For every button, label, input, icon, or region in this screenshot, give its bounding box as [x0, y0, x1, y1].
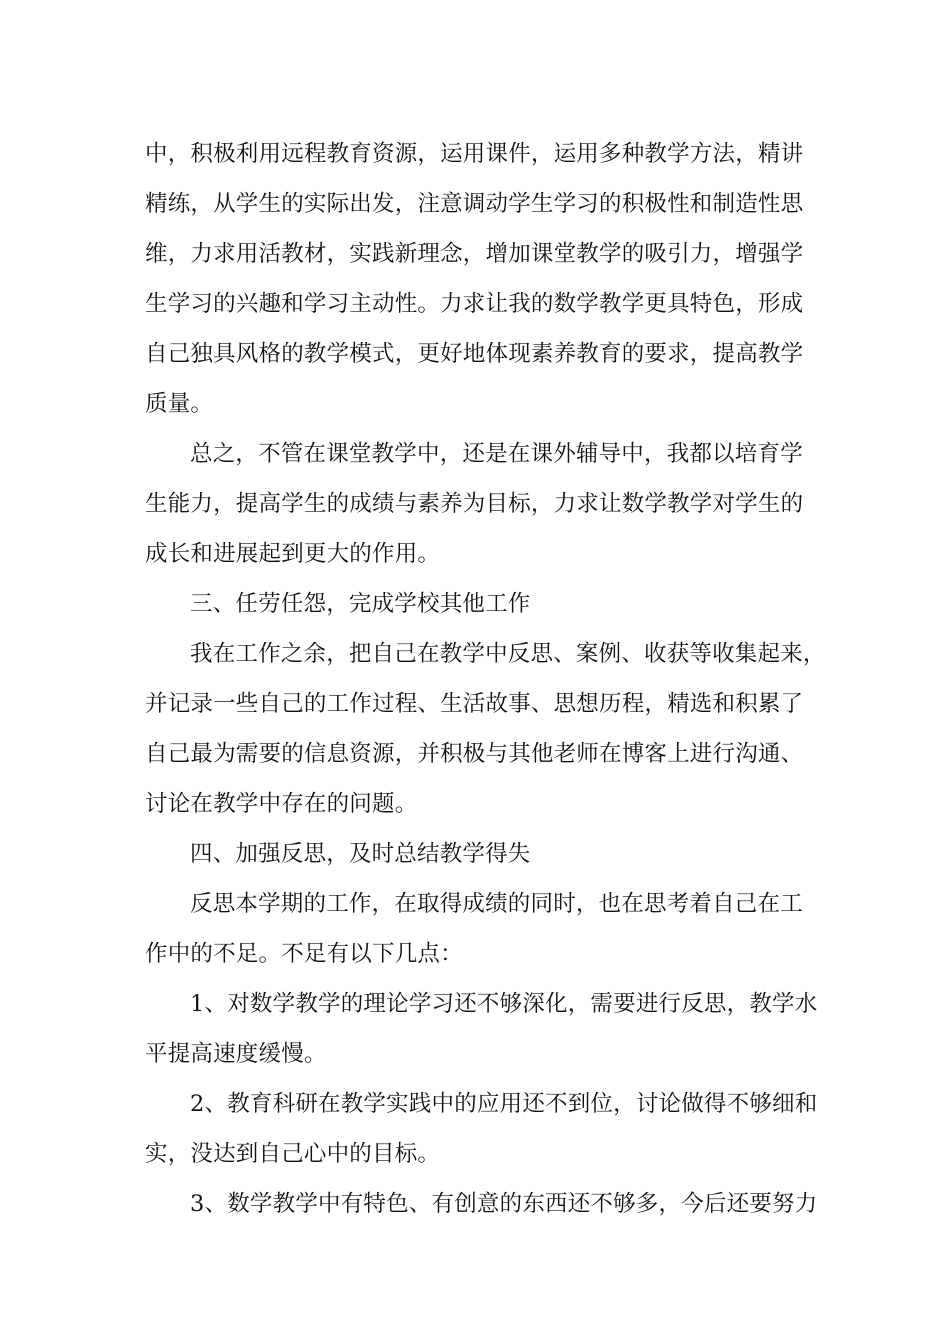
text-line: 并记录一些自己的工作过程、生活故事、思想历程，精选和积累了 — [145, 691, 804, 717]
numbered-item-line: 2、教育科研在教学实践中的应用还不到位，讨论做得不够细和 — [190, 1091, 818, 1117]
text-line: 讨论在教学中存在的问题。 — [145, 791, 418, 817]
text-line: 质量。 — [145, 391, 214, 417]
body-text — [145, 129, 826, 1229]
text-line: 精练，从学生的实际出发，注意调动学生学习的积极性和制造性思 — [145, 191, 804, 217]
text-line: 平提高速度缓慢。 — [145, 1041, 327, 1067]
paragraph-start-line: 总之，不管在课堂教学中，还是在课外辅导中，我都以培育学 — [190, 441, 803, 467]
text-line: 生能力，提高学生的成绩与素养为目标，力求让数学教学对学生的 — [145, 491, 804, 517]
section-heading: 三、任劳任怨，完成学校其他工作 — [190, 591, 531, 617]
text-line: 生学习的兴趣和学习主动性。力求让我的数学教学更具特色，形成 — [145, 291, 804, 317]
text-line: 维，力求用活教材，实践新理念，增加课堂教学的吸引力，增强学 — [145, 241, 804, 267]
text-line: 成长和进展起到更大的作用。 — [145, 541, 441, 567]
numbered-item-line: 1、对数学教学的理论学习还不够深化，需要进行反思，教学水 — [190, 991, 818, 1017]
paragraph-start-line: 反思本学期的工作，在取得成绩的同时，也在思考着自己在工 — [190, 891, 803, 917]
paragraph-start-line: 我在工作之余，把自己在教学中反思、案例、收获等收集起来， — [190, 641, 826, 667]
section-heading: 四、加强反思，及时总结教学得失 — [190, 841, 531, 867]
text-line: 作中的不足。不足有以下几点： — [145, 941, 463, 967]
text-line: 实，没达到自己心中的目标。 — [145, 1141, 441, 1167]
text-line: 自己最为需要的信息资源，并积极与其他老师在博客上进行沟通、 — [145, 741, 804, 767]
text-line: 自己独具风格的教学模式，更好地体现素养教育的要求，提高教学 — [145, 341, 804, 367]
text-line: 中，积极利用远程教育资源，运用课件，运用多种教学方法，精讲 — [145, 141, 804, 167]
numbered-item-line: 3、数学教学中有特色、有创意的东西还不够多，今后还要努力 — [190, 1191, 818, 1217]
